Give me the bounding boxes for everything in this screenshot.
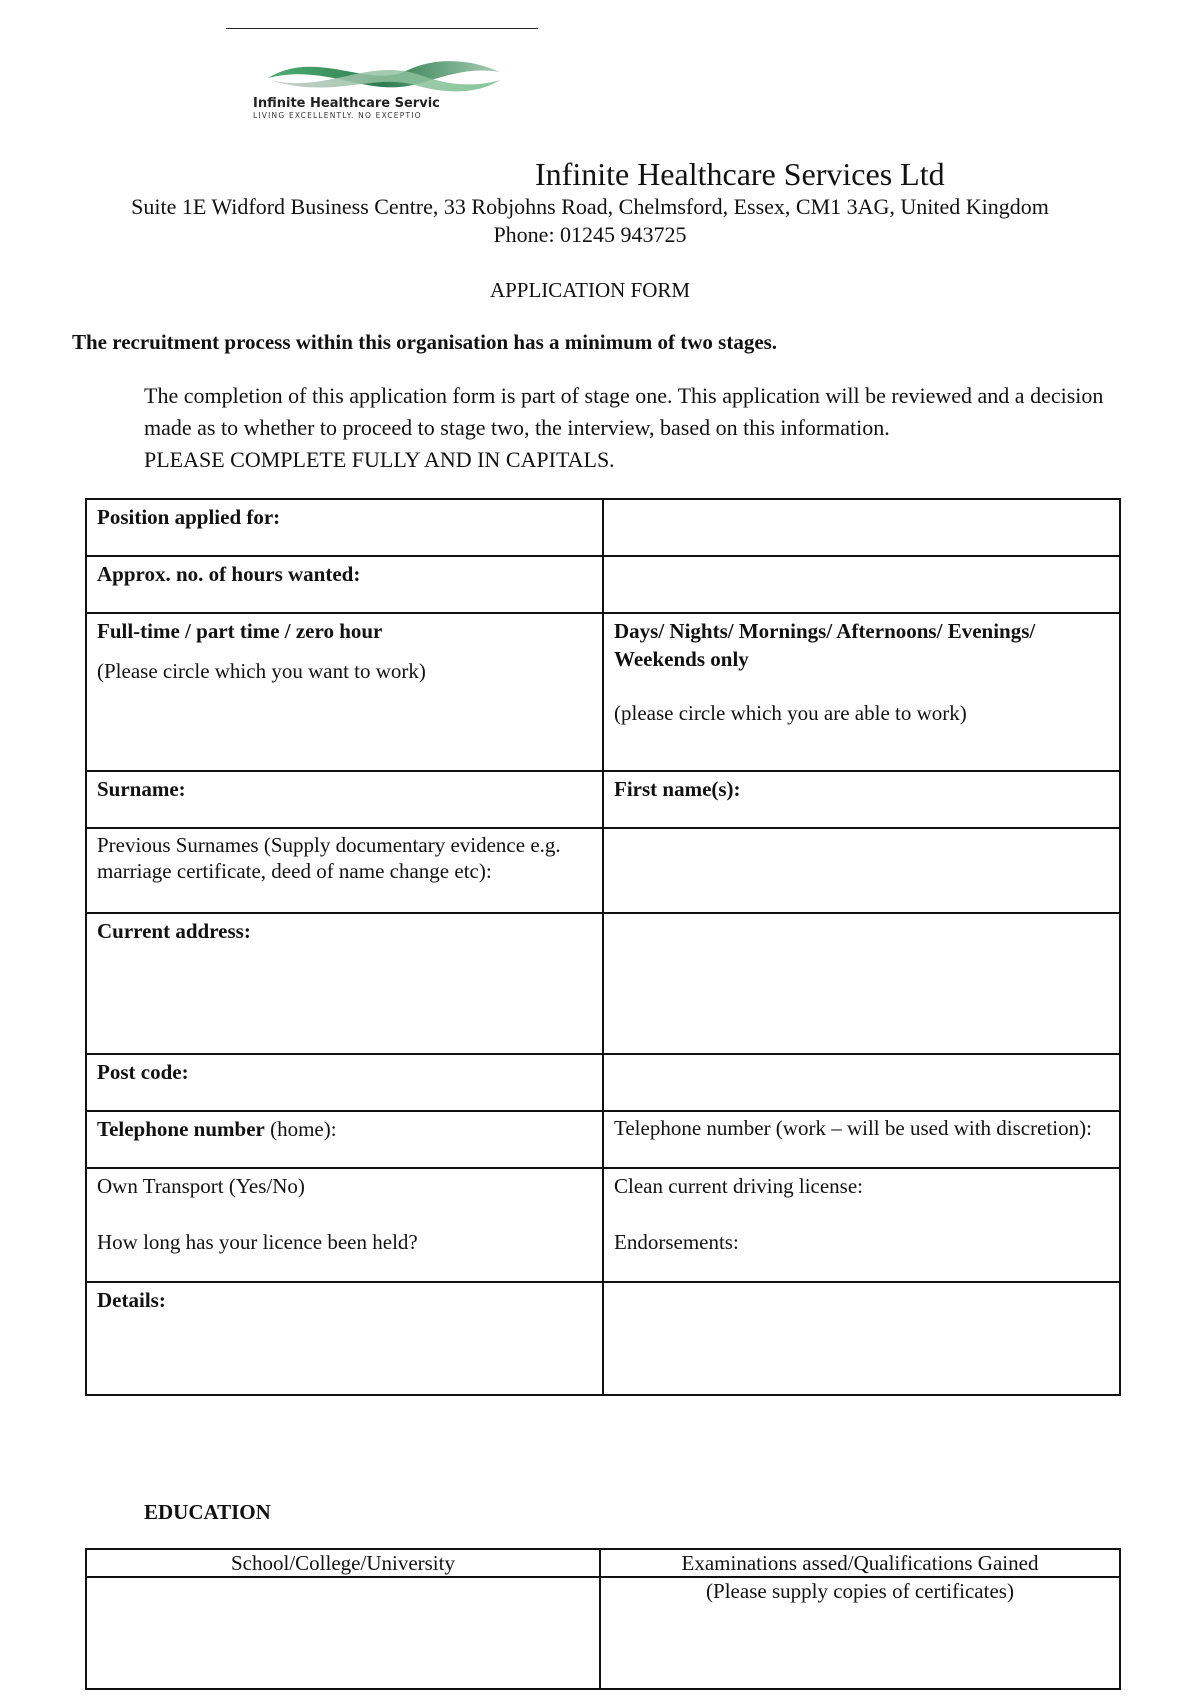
license-cell[interactable] <box>603 1168 1120 1282</box>
logo-tagline: LIVING EXCELLENTLY. NO EXCEPTIO <box>253 111 422 120</box>
details-extra-field[interactable] <box>603 1282 1120 1395</box>
own-transport-label: Own Transport (Yes/No) <box>97 1174 305 1198</box>
shifts-cell[interactable] <box>603 613 1120 771</box>
details-field[interactable]: Details: <box>86 1282 603 1395</box>
stages-note: The recruitment process within this organisation has a minimum of two stages. <box>72 330 778 354</box>
position-label: Position applied for: <box>86 499 603 556</box>
previous-surnames-field[interactable] <box>603 828 1120 913</box>
intro-line: The completion of this application form is part of stage one. This application will be reviewed and a decision made as to whether to proceed to stage two, the interview, based on this information. <box>144 383 1104 440</box>
previous-surnames-label: Previous Surnames (Supply documentary evidence e.g. marriage certificate, deed of name change etc): <box>86 828 603 913</box>
education-table <box>85 1548 1121 1690</box>
tel-home-field[interactable] <box>86 1111 603 1168</box>
shifts-options: Days/ Nights/ Mornings/ Afternoons/ Evenings/ Weekends only <box>614 619 1036 671</box>
company-name: Infinite Healthcare Services Ltd <box>535 156 945 192</box>
hours-label: Approx. no. of hours wanted: <box>86 556 603 613</box>
worktype-hint: (Please circle which you want to work) <box>97 659 426 683</box>
logo-wordmark: Infinite Healthcare Servic <box>253 96 440 111</box>
tel-work-field[interactable]: Telephone number (work – will be used with discretion): <box>603 1111 1120 1168</box>
current-address-field[interactable]: Current address: <box>86 913 603 1054</box>
form-title: APPLICATION FORM <box>489 278 691 302</box>
first-name-field[interactable]: First name(s): <box>603 771 1120 828</box>
transport-cell[interactable] <box>86 1168 603 1282</box>
education-school-field[interactable] <box>86 1577 600 1689</box>
post-code-field[interactable] <box>603 1054 1120 1111</box>
worktype-cell[interactable] <box>86 613 603 771</box>
education-title: EDUCATION <box>144 1500 271 1524</box>
worktype-options: Full-time / part time / zero hour <box>97 619 383 643</box>
education-header-qualifications: Examinations assed/Qualifications Gained <box>600 1549 1120 1577</box>
intro-caps-note: PLEASE COMPLETE FULLY AND IN CAPITALS. <box>144 447 615 472</box>
company-phone: Phone: 01245 943725 <box>493 222 687 247</box>
hours-field[interactable] <box>603 556 1120 613</box>
company-address: Suite 1E Widford Business Centre, 33 Robjohns Road, Chelmsford, Essex, CM1 3AG, United Kingdom <box>131 194 1049 219</box>
clean-license-label: Clean current driving license: <box>614 1174 863 1198</box>
application-form-table <box>85 498 1121 1396</box>
licence-held-label: How long has your licence been held? <box>97 1230 418 1254</box>
surname-field[interactable]: Surname: <box>86 771 603 828</box>
tel-home-label: Telephone number <box>97 1117 265 1141</box>
post-code-label: Post code: <box>86 1054 603 1111</box>
logo-divider-line <box>226 28 538 29</box>
endorsements-label: Endorsements: <box>614 1230 739 1254</box>
education-header-school: School/College/University <box>86 1549 600 1577</box>
tel-home-suffix: (home): <box>264 1117 337 1141</box>
education-qualifications-field[interactable]: (Please supply copies of certificates) <box>600 1577 1120 1689</box>
intro-paragraph <box>144 380 1124 476</box>
position-field[interactable] <box>603 499 1120 556</box>
current-address-extra-field[interactable] <box>603 913 1120 1054</box>
shifts-hint: (please circle which you are able to work) <box>614 701 967 725</box>
